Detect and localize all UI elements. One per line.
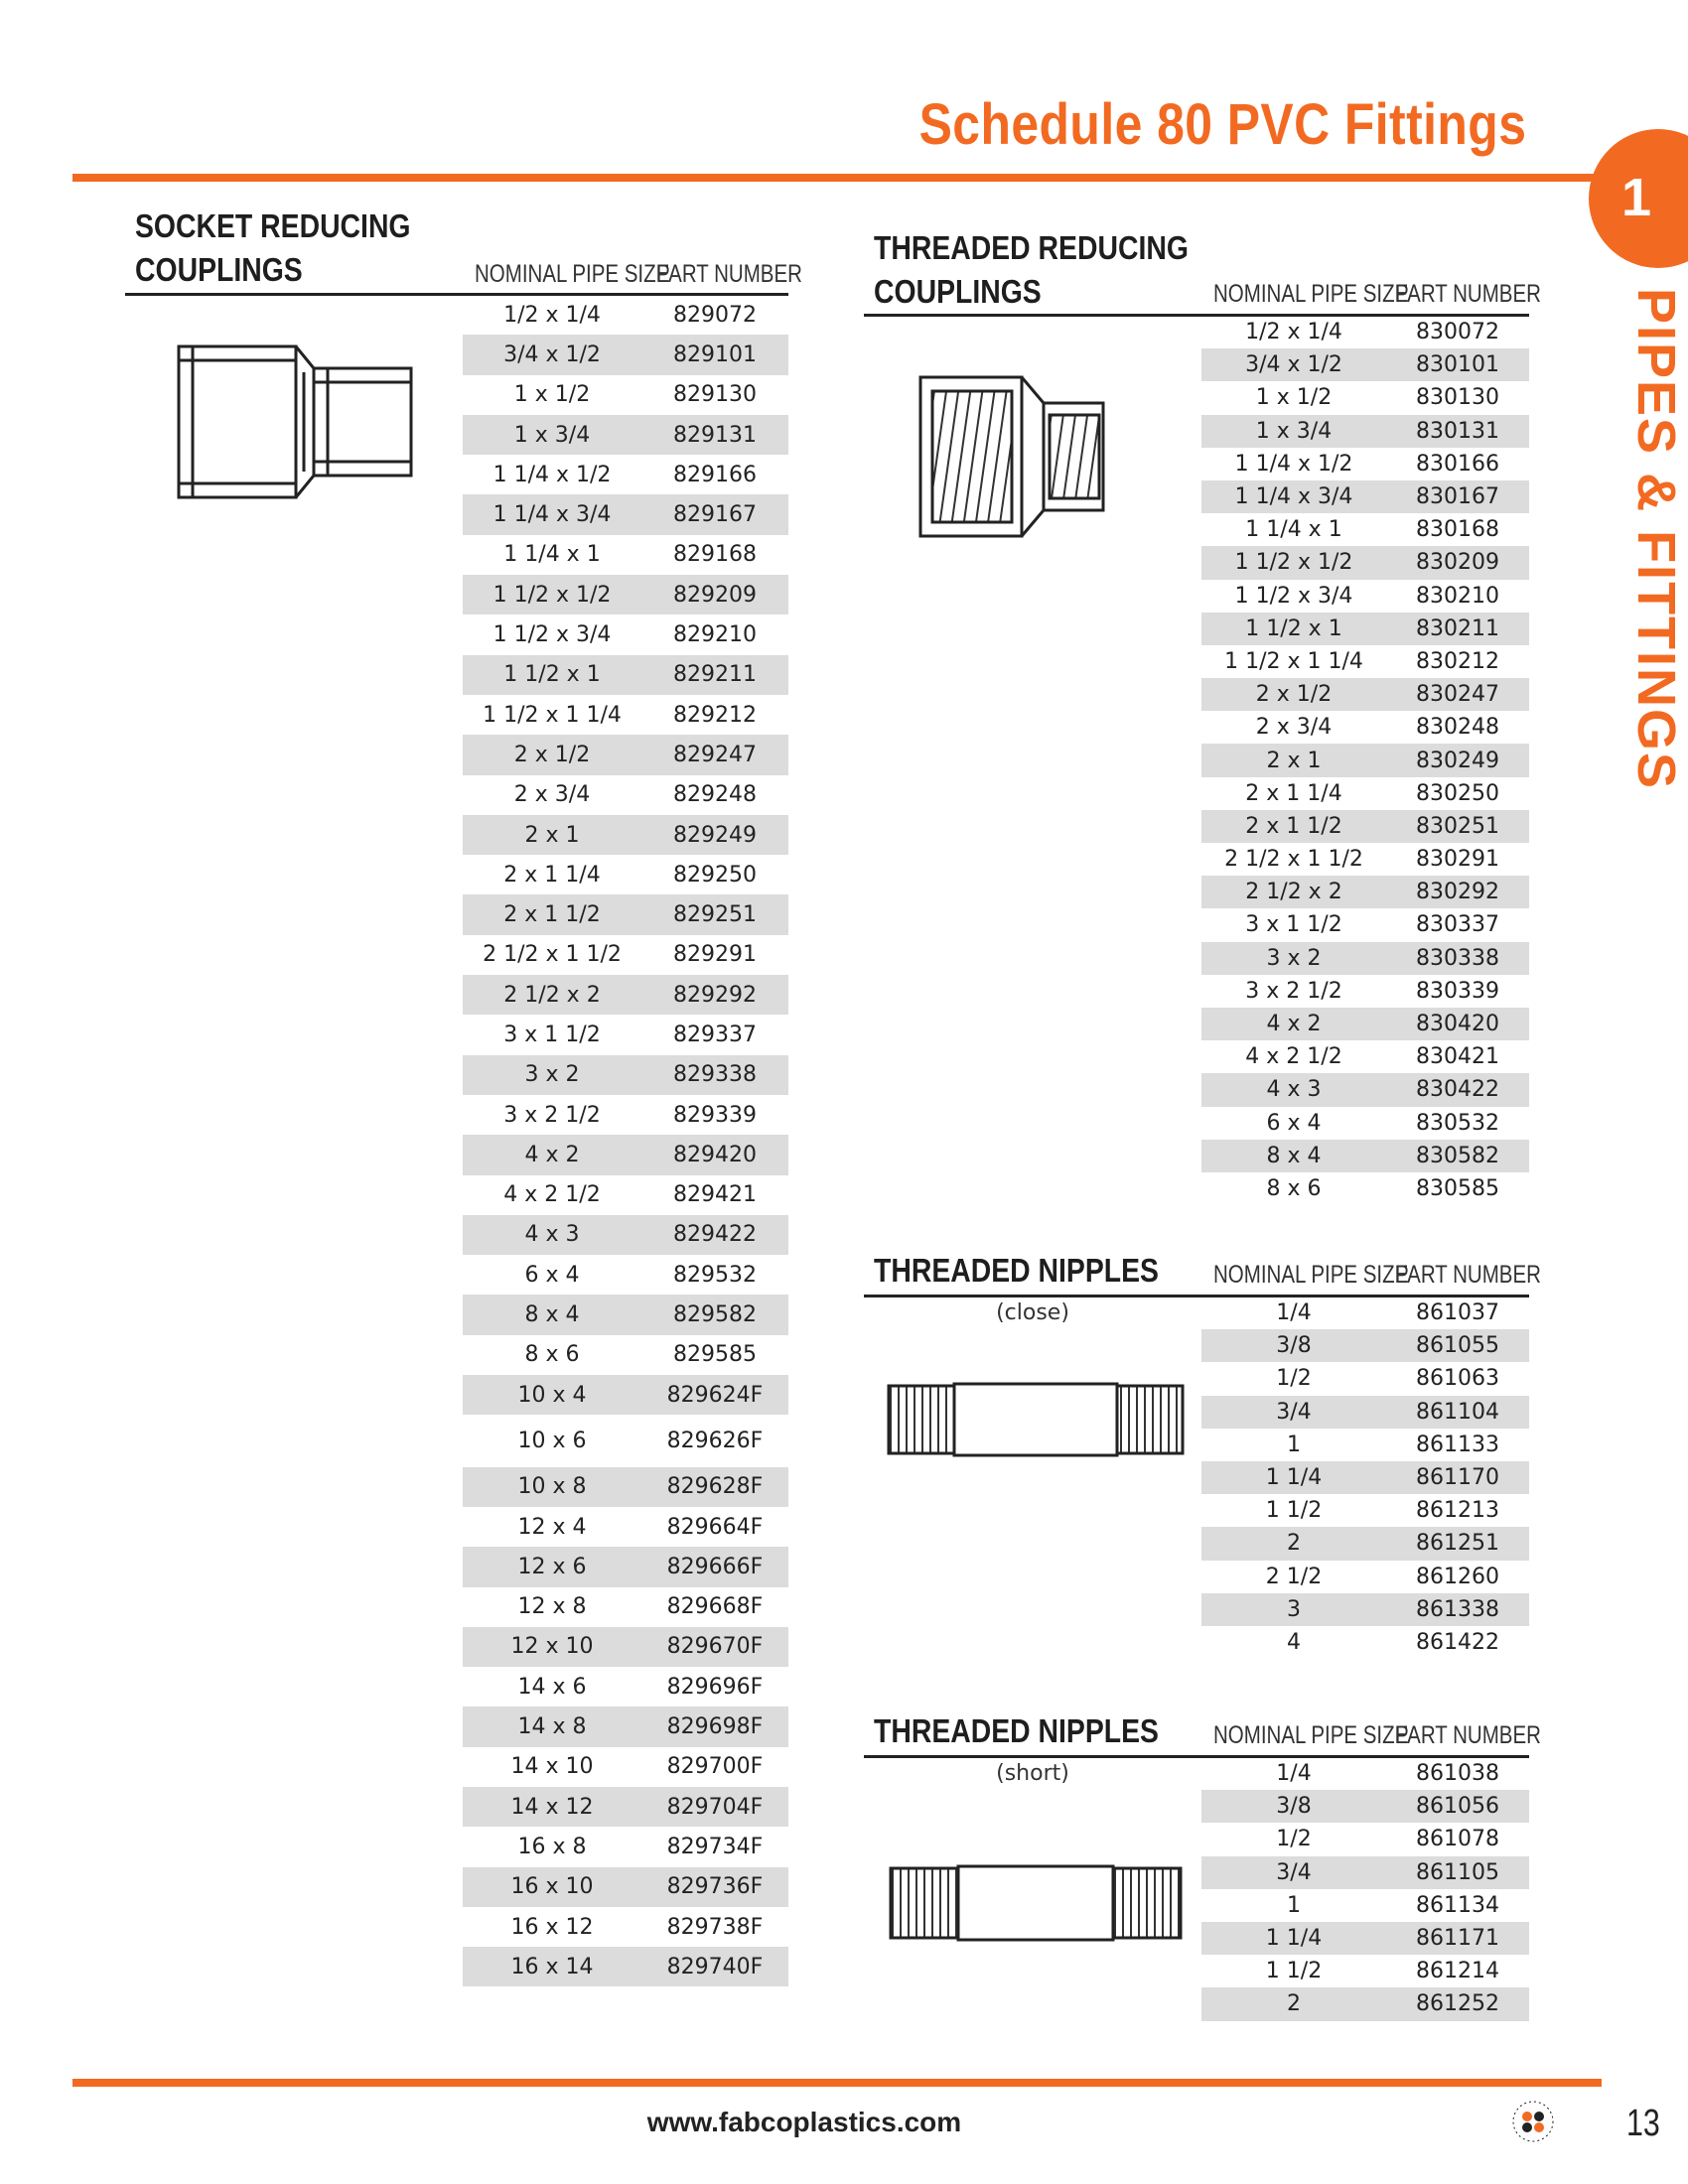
size-cell: 3 x 2 1/2 xyxy=(503,1102,601,1128)
part-number-cell: 829585 xyxy=(673,1342,757,1368)
table-row xyxy=(463,1215,788,1255)
size-cell: 2 x 1/2 xyxy=(1201,678,1386,711)
table-row xyxy=(463,1335,788,1375)
size-cell: 1 1/4 x 1 xyxy=(503,542,601,568)
size-cell: 3/4 x 1/2 xyxy=(1201,348,1386,381)
part-number-cell: 861063 xyxy=(1416,1366,1499,1392)
part-number-cell: 830247 xyxy=(1386,678,1529,711)
table-row xyxy=(1201,480,1529,513)
size-cell: 4 x 2 1/2 xyxy=(1245,1044,1342,1070)
part-number-cell: 829211 xyxy=(641,655,788,695)
table-row xyxy=(463,1255,788,1295)
size-cell: 16 x 14 xyxy=(463,1947,641,1986)
size-cell: 1 1/2 x 1/2 xyxy=(463,575,641,614)
table-row xyxy=(463,815,788,855)
part-number-cell: 830130 xyxy=(1416,385,1499,411)
part-number-cell: 829131 xyxy=(641,415,788,455)
size-cell: 14 x 8 xyxy=(463,1706,641,1746)
size-cell: 4 x 2 1/2 xyxy=(503,1182,601,1208)
table-row xyxy=(463,1467,788,1507)
table-row xyxy=(463,655,788,695)
table-row xyxy=(1201,1626,1529,1659)
part-number-cell: 829337 xyxy=(673,1022,757,1047)
size-cell: 2 x 1 1/4 xyxy=(1245,780,1342,806)
table-row xyxy=(1201,1987,1529,2020)
threaded-size-header: NOMINAL PIPE SIZE xyxy=(1213,280,1409,308)
table-row xyxy=(1201,1856,1529,1889)
part-number-cell: 830585 xyxy=(1416,1175,1499,1201)
header-divider xyxy=(72,174,1602,182)
part-number-cell: 830168 xyxy=(1416,517,1499,543)
size-cell: 4 x 2 xyxy=(1201,1008,1386,1040)
part-number-cell: 829420 xyxy=(641,1135,788,1174)
table-row xyxy=(463,1547,788,1586)
size-cell: 2 1/2 x 2 xyxy=(463,975,641,1015)
threaded-title-line2: COUPLINGS xyxy=(874,273,1042,310)
table-row xyxy=(463,1747,788,1787)
part-number-cell: 861105 xyxy=(1386,1856,1529,1889)
size-cell: 1 x 1/2 xyxy=(1255,385,1333,411)
part-number-cell: 830249 xyxy=(1386,744,1529,776)
short-size-header: NOMINAL PIPE SIZE xyxy=(1213,1721,1409,1749)
table-row xyxy=(463,455,788,494)
socket-title-line2: COUPLINGS xyxy=(135,251,303,288)
table-row xyxy=(463,1135,788,1174)
table-row xyxy=(1201,908,1529,941)
size-cell: 3/4 x 1/2 xyxy=(463,335,641,374)
part-number-cell: 829532 xyxy=(673,1262,757,1288)
size-cell: 1/2 x 1/4 xyxy=(503,302,601,328)
part-number-cell: 861038 xyxy=(1416,1761,1499,1787)
part-number-cell: 829130 xyxy=(673,382,757,408)
table-row xyxy=(463,735,788,774)
part-number-cell: 829704F xyxy=(641,1787,788,1827)
size-cell: 12 x 6 xyxy=(463,1547,641,1586)
table-row xyxy=(1201,744,1529,776)
table-row xyxy=(463,695,788,735)
size-cell: 2 x 1 1/2 xyxy=(463,894,641,934)
size-cell: 8 x 4 xyxy=(1201,1140,1386,1172)
table-row xyxy=(463,1706,788,1746)
part-number-cell: 830210 xyxy=(1416,583,1499,609)
part-number-cell: 861214 xyxy=(1416,1959,1499,1984)
part-number-cell: 830211 xyxy=(1386,613,1529,645)
close-nipples-parts-table xyxy=(1201,1297,1529,1659)
socket-size-header: NOMINAL PIPE SIZE xyxy=(475,260,670,288)
part-number-cell: 829666F xyxy=(641,1547,788,1586)
part-number-cell: 830339 xyxy=(1416,978,1499,1004)
page-title: Schedule 80 PVC Fittings xyxy=(918,92,1526,157)
size-cell: 1 1/2 x 1 1/4 xyxy=(483,702,622,728)
part-number-cell: 861252 xyxy=(1386,1987,1529,2020)
part-number-cell: 829421 xyxy=(673,1182,757,1208)
part-number-cell: 830101 xyxy=(1386,348,1529,381)
socket-reducing-coupling-illustration xyxy=(177,342,415,501)
table-row xyxy=(463,1627,788,1667)
size-cell: 4 x 3 xyxy=(1201,1073,1386,1106)
socket-section-title xyxy=(135,205,411,292)
part-number-cell: 829736F xyxy=(641,1867,788,1907)
part-number-cell: 829339 xyxy=(673,1102,757,1128)
part-number-cell: 829740F xyxy=(641,1947,788,1986)
part-number-cell: 829101 xyxy=(641,335,788,374)
close-nipples-title: THREADED NIPPLES xyxy=(874,1252,1159,1289)
size-cell: 3 x 2 1/2 xyxy=(1245,978,1342,1004)
part-number-cell: 829168 xyxy=(673,542,757,568)
size-cell: 14 x 10 xyxy=(510,1754,594,1780)
size-cell: 1 x 1/2 xyxy=(513,382,591,408)
size-cell: 4 x 3 xyxy=(463,1215,641,1255)
size-cell: 1 1/2 x 1/2 xyxy=(1201,546,1386,579)
part-number-cell: 830209 xyxy=(1386,546,1529,579)
part-number-cell: 829167 xyxy=(641,494,788,534)
table-row xyxy=(463,535,788,575)
table-row xyxy=(463,295,788,335)
size-cell: 2 x 1 1/4 xyxy=(503,862,601,887)
size-cell: 2 x 3/4 xyxy=(1255,715,1333,741)
table-row xyxy=(1201,448,1529,480)
table-row xyxy=(1201,381,1529,414)
table-row xyxy=(1201,1362,1529,1395)
size-cell: 16 x 8 xyxy=(517,1834,587,1859)
table-row xyxy=(1201,1790,1529,1823)
part-number-cell: 861056 xyxy=(1386,1790,1529,1823)
table-row xyxy=(1201,1461,1529,1494)
table-row xyxy=(1201,1922,1529,1955)
part-number-cell: 829628F xyxy=(641,1467,788,1507)
table-row xyxy=(1201,711,1529,744)
socket-part-header: PART NUMBER xyxy=(656,260,802,288)
part-number-cell: 829698F xyxy=(641,1706,788,1746)
part-number-cell: 861422 xyxy=(1416,1629,1499,1655)
table-row xyxy=(1201,1329,1529,1362)
size-cell: 1 1/2 x 3/4 xyxy=(1234,583,1353,609)
size-cell: 1 1/2 xyxy=(1265,1498,1323,1524)
size-cell: 1 1/4 xyxy=(1201,1922,1386,1955)
size-cell: 3 xyxy=(1201,1593,1386,1626)
table-row xyxy=(463,1827,788,1866)
size-cell: 1 1/2 xyxy=(1265,1959,1323,1984)
close-subtitle: (close) xyxy=(996,1300,1069,1325)
part-number-cell: 861078 xyxy=(1416,1827,1499,1852)
table-row xyxy=(1201,580,1529,613)
table-row xyxy=(463,1867,788,1907)
size-cell: 3 x 1 1/2 xyxy=(503,1022,601,1047)
threaded-part-header: PART NUMBER xyxy=(1395,280,1541,308)
table-row xyxy=(1201,1429,1529,1461)
size-cell: 3 x 2 xyxy=(1201,942,1386,975)
table-row xyxy=(1201,1561,1529,1593)
table-row xyxy=(463,1295,788,1334)
table-row xyxy=(1201,513,1529,546)
size-cell: 14 x 6 xyxy=(517,1674,587,1700)
part-number-cell: 829212 xyxy=(673,702,757,728)
size-cell: 2 x 3/4 xyxy=(513,782,591,808)
part-number-cell: 829250 xyxy=(673,862,757,887)
size-cell: 1 x 3/4 xyxy=(1201,415,1386,448)
table-row xyxy=(463,1787,788,1827)
table-row xyxy=(463,1947,788,1986)
size-cell: 16 x 10 xyxy=(463,1867,641,1907)
part-number-cell: 861213 xyxy=(1416,1498,1499,1524)
table-row xyxy=(1201,1073,1529,1106)
part-number-cell: 861037 xyxy=(1416,1300,1499,1326)
socket-title-line1: SOCKET REDUCING xyxy=(135,207,411,244)
table-row xyxy=(463,335,788,374)
size-cell: 2 x 1 xyxy=(463,815,641,855)
size-cell: 4 x 2 xyxy=(463,1135,641,1174)
size-cell: 8 x 4 xyxy=(463,1295,641,1334)
part-number-cell: 861134 xyxy=(1416,1892,1499,1918)
size-cell: 2 1/2 x 2 xyxy=(1201,876,1386,908)
table-row xyxy=(463,1415,788,1466)
size-cell: 1/4 xyxy=(1276,1300,1312,1326)
short-nipples-title: THREADED NIPPLES xyxy=(874,1712,1159,1749)
part-number-cell: 861251 xyxy=(1386,1527,1529,1560)
size-cell: 2 x 1 xyxy=(1201,744,1386,776)
socket-parts-table xyxy=(463,295,788,1986)
part-number-cell: 829338 xyxy=(641,1055,788,1095)
size-cell: 2 1/2 xyxy=(1265,1564,1323,1589)
size-cell: 1/2 xyxy=(1276,1827,1312,1852)
size-cell: 14 x 12 xyxy=(463,1787,641,1827)
size-cell: 1 1/4 x 3/4 xyxy=(463,494,641,534)
part-number-cell: 830167 xyxy=(1386,480,1529,513)
table-row xyxy=(463,1095,788,1135)
size-cell: 12 x 4 xyxy=(517,1514,587,1540)
part-number-cell: 830212 xyxy=(1416,648,1499,674)
size-cell: 1/2 xyxy=(1276,1366,1312,1392)
part-number-cell: 829209 xyxy=(641,575,788,614)
size-cell: 1/2 x 1/4 xyxy=(1245,320,1342,345)
size-cell: 10 x 8 xyxy=(463,1467,641,1507)
threaded-title-line1: THREADED REDUCING xyxy=(874,229,1189,266)
table-row xyxy=(1201,975,1529,1008)
part-number-cell: 861338 xyxy=(1386,1593,1529,1626)
size-cell: 16 x 12 xyxy=(510,1914,594,1940)
table-row xyxy=(1201,810,1529,843)
table-row xyxy=(463,1907,788,1947)
part-number-cell: 830338 xyxy=(1386,942,1529,975)
size-cell: 1 xyxy=(1287,1892,1301,1918)
size-cell: 1 1/4 x 1/2 xyxy=(1234,451,1353,477)
part-number-cell: 830532 xyxy=(1416,1110,1499,1136)
threaded-reducing-coupling-illustration xyxy=(918,375,1107,540)
size-cell: 3 x 1 1/2 xyxy=(1245,912,1342,938)
size-cell: 1 1/2 x 1 1/4 xyxy=(1224,648,1363,674)
chapter-number: 1 xyxy=(1620,168,1652,227)
part-number-cell: 830582 xyxy=(1386,1140,1529,1172)
size-cell: 2 xyxy=(1201,1527,1386,1560)
part-number-cell: 829072 xyxy=(673,302,757,328)
table-row xyxy=(463,1667,788,1706)
size-cell: 1 1/4 x 1 xyxy=(1245,517,1342,543)
table-row xyxy=(463,1375,788,1415)
table-row xyxy=(1201,1955,1529,1987)
size-cell: 3/8 xyxy=(1201,1790,1386,1823)
size-cell: 8 x 6 xyxy=(524,1342,580,1368)
part-number-cell: 861104 xyxy=(1386,1396,1529,1429)
part-number-cell: 829292 xyxy=(641,975,788,1015)
part-number-cell: 830251 xyxy=(1386,810,1529,843)
table-row xyxy=(1201,1757,1529,1790)
part-number-cell: 830421 xyxy=(1416,1044,1499,1070)
part-number-cell: 829734F xyxy=(666,1834,764,1859)
table-row xyxy=(1201,843,1529,876)
table-row xyxy=(463,575,788,614)
table-row xyxy=(1201,1040,1529,1073)
table-row xyxy=(1201,1107,1529,1140)
close-part-header: PART NUMBER xyxy=(1395,1261,1541,1289)
size-cell: 2 1/2 x 1 1/2 xyxy=(1224,847,1363,873)
short-part-header: PART NUMBER xyxy=(1395,1721,1541,1749)
part-number-cell: 829251 xyxy=(641,894,788,934)
table-row xyxy=(463,935,788,975)
size-cell: 6 x 4 xyxy=(1266,1110,1322,1136)
table-row xyxy=(1201,777,1529,810)
fabco-products-logo-icon xyxy=(1509,2097,1559,2146)
size-cell: 10 x 4 xyxy=(463,1375,641,1415)
size-cell: 1 1/2 x 1 xyxy=(463,655,641,695)
table-row xyxy=(1201,1297,1529,1329)
size-cell: 8 x 6 xyxy=(1266,1175,1322,1201)
part-number-cell: 830248 xyxy=(1416,715,1499,741)
table-row xyxy=(463,415,788,455)
footer-divider xyxy=(72,2079,1602,2087)
part-number-cell: 829248 xyxy=(673,782,757,808)
part-number-cell: 861170 xyxy=(1386,1461,1529,1494)
part-number-cell: 861260 xyxy=(1416,1564,1499,1589)
size-cell: 6 x 4 xyxy=(524,1262,580,1288)
table-row xyxy=(1201,645,1529,678)
page-number: 13 xyxy=(1626,2103,1660,2144)
table-row xyxy=(1201,942,1529,975)
table-row xyxy=(463,855,788,894)
size-cell: 10 x 6 xyxy=(517,1428,587,1453)
table-row xyxy=(1201,678,1529,711)
part-number-cell: 829664F xyxy=(666,1514,764,1540)
threaded-parts-table xyxy=(1201,316,1529,1205)
part-number-cell: 829210 xyxy=(673,622,757,648)
chapter-side-label: PIPES & FITTINGS xyxy=(1626,288,1686,791)
part-number-cell: 829668F xyxy=(666,1594,764,1620)
table-row xyxy=(463,494,788,534)
threaded-section-title xyxy=(874,226,1189,314)
part-number-cell: 829247 xyxy=(641,735,788,774)
part-number-cell: 829249 xyxy=(641,815,788,855)
size-cell: 1 1/2 x 3/4 xyxy=(492,622,612,648)
part-number-cell: 830131 xyxy=(1386,415,1529,448)
table-row xyxy=(463,614,788,654)
short-nipples-parts-table xyxy=(1201,1757,1529,2021)
close-size-header: NOMINAL PIPE SIZE xyxy=(1213,1261,1409,1289)
table-row xyxy=(1201,1527,1529,1560)
part-number-cell: 829422 xyxy=(641,1215,788,1255)
size-cell: 4 xyxy=(1287,1629,1301,1655)
table-row xyxy=(1201,1140,1529,1172)
part-number-cell: 861133 xyxy=(1416,1432,1499,1457)
size-cell: 1 1/4 x 3/4 xyxy=(1201,480,1386,513)
table-row xyxy=(463,1055,788,1095)
part-number-cell: 829624F xyxy=(641,1375,788,1415)
table-row xyxy=(1201,876,1529,908)
size-cell: 1 1/2 x 1 xyxy=(1201,613,1386,645)
table-row xyxy=(1201,415,1529,448)
table-row xyxy=(463,1015,788,1054)
table-row xyxy=(463,375,788,415)
table-row xyxy=(1201,1889,1529,1922)
table-row xyxy=(463,894,788,934)
size-cell: 3/8 xyxy=(1201,1329,1386,1362)
table-row xyxy=(1201,1593,1529,1626)
table-row xyxy=(1201,1172,1529,1205)
size-cell: 12 x 8 xyxy=(517,1594,587,1620)
table-row xyxy=(1201,1494,1529,1527)
size-cell: 3/4 xyxy=(1201,1396,1386,1429)
table-row xyxy=(1201,1008,1529,1040)
size-cell: 12 x 10 xyxy=(463,1627,641,1667)
short-nipple-illustration xyxy=(889,1864,1185,1942)
table-row xyxy=(463,975,788,1015)
size-cell: 2 x 1 1/2 xyxy=(1201,810,1386,843)
part-number-cell: 829738F xyxy=(666,1914,764,1940)
part-number-cell: 861055 xyxy=(1386,1329,1529,1362)
part-number-cell: 830292 xyxy=(1386,876,1529,908)
table-row xyxy=(1201,348,1529,381)
size-cell: 1 1/4 xyxy=(1201,1461,1386,1494)
part-number-cell: 829582 xyxy=(641,1295,788,1334)
size-cell: 1 xyxy=(1287,1432,1301,1457)
table-row xyxy=(463,1175,788,1215)
part-number-cell: 830166 xyxy=(1416,451,1499,477)
table-row xyxy=(1201,316,1529,348)
part-number-cell: 829696F xyxy=(666,1674,764,1700)
part-number-cell: 830337 xyxy=(1416,912,1499,938)
footer-website-link[interactable]: www.fabcoplastics.com xyxy=(646,2107,962,2137)
table-row xyxy=(1201,546,1529,579)
size-cell: 3/4 xyxy=(1201,1856,1386,1889)
size-cell: 1 x 3/4 xyxy=(463,415,641,455)
part-number-cell: 829166 xyxy=(673,462,757,487)
part-number-cell: 829700F xyxy=(666,1754,764,1780)
size-cell: 2 xyxy=(1201,1987,1386,2020)
close-nipple-illustration xyxy=(887,1382,1185,1457)
part-number-cell: 830250 xyxy=(1416,780,1499,806)
part-number-cell: 830072 xyxy=(1416,320,1499,345)
part-number-cell: 830422 xyxy=(1386,1073,1529,1106)
part-number-cell: 829626F xyxy=(666,1428,764,1453)
size-cell: 3 x 2 xyxy=(463,1055,641,1095)
table-row xyxy=(463,1507,788,1547)
table-row xyxy=(1201,1396,1529,1429)
part-number-cell: 861171 xyxy=(1386,1922,1529,1955)
table-row xyxy=(1201,1823,1529,1855)
short-subtitle: (short) xyxy=(996,1761,1069,1786)
part-number-cell: 829670F xyxy=(641,1627,788,1667)
table-row xyxy=(463,775,788,815)
part-number-cell: 829291 xyxy=(673,942,757,968)
size-cell: 1 1/4 x 1/2 xyxy=(492,462,612,487)
size-cell: 1/4 xyxy=(1276,1761,1312,1787)
part-number-cell: 830420 xyxy=(1386,1008,1529,1040)
size-cell: 2 1/2 x 1 1/2 xyxy=(483,942,622,968)
part-number-cell: 830291 xyxy=(1416,847,1499,873)
table-row xyxy=(1201,613,1529,645)
size-cell: 2 x 1/2 xyxy=(463,735,641,774)
table-row xyxy=(463,1587,788,1627)
